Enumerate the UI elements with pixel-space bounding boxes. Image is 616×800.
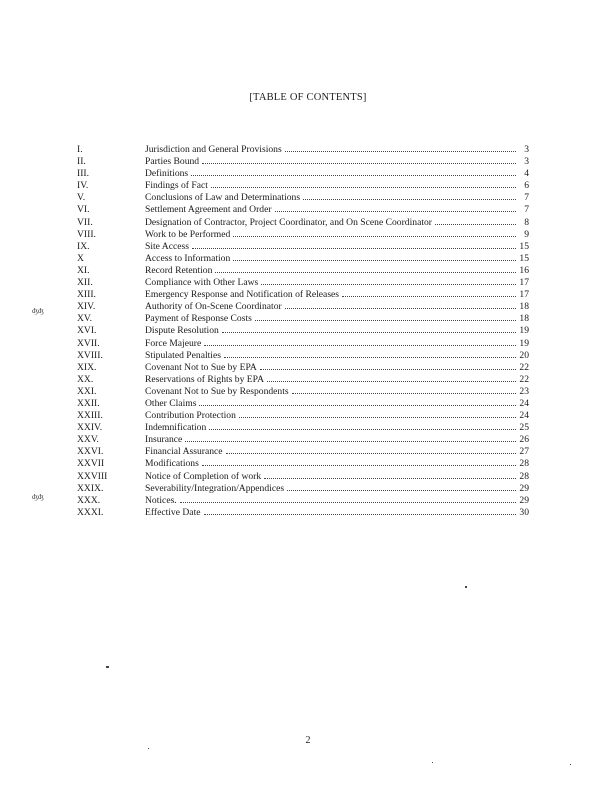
toc-entry-line bbox=[145, 217, 529, 229]
dot-leader bbox=[287, 483, 516, 491]
toc-entry-title: Covenant Not to Sue by EPA bbox=[145, 361, 257, 373]
toc-entry bbox=[0, 265, 616, 277]
toc-entry-page: 9 bbox=[524, 228, 529, 240]
toc-entry-title: Parties Bound bbox=[145, 156, 200, 168]
dot-leader bbox=[233, 253, 516, 261]
toc-entry bbox=[0, 471, 616, 483]
dot-leader bbox=[260, 362, 516, 370]
dot-leader bbox=[185, 434, 516, 442]
toc-entry-number: VII. bbox=[77, 216, 93, 228]
toc-entry-line bbox=[145, 350, 529, 362]
dot-leader bbox=[303, 192, 516, 200]
toc-entry-number: V. bbox=[77, 192, 86, 204]
toc-entry-number: XII. bbox=[77, 277, 93, 289]
toc-entry-title: Other Claims bbox=[145, 397, 197, 409]
toc-entry bbox=[0, 374, 616, 386]
toc-entry-title: Payment of Response Costs bbox=[145, 313, 252, 325]
toc-entry bbox=[0, 458, 616, 470]
toc-entry-line bbox=[145, 483, 529, 495]
dot-leader bbox=[202, 458, 516, 466]
toc-entry-line bbox=[145, 144, 529, 156]
toc-entry-line bbox=[145, 374, 529, 386]
toc-entry-title: Notices. bbox=[145, 494, 177, 506]
dot-leader bbox=[199, 398, 516, 406]
toc-entry-page: 29 bbox=[519, 494, 529, 506]
toc-entry-number: XVIII. bbox=[77, 349, 103, 361]
toc-entry bbox=[0, 434, 616, 446]
dot-leader bbox=[435, 217, 516, 225]
toc-entry-page: 16 bbox=[519, 264, 529, 276]
toc-entry-line bbox=[145, 507, 529, 519]
toc-entry-number: XXX. bbox=[77, 494, 101, 506]
toc-entry-page: 18 bbox=[519, 313, 529, 325]
dot-leader bbox=[224, 350, 516, 358]
toc-entry bbox=[0, 204, 616, 216]
toc-entry bbox=[0, 313, 616, 325]
toc-entry-title: Contribution Protection bbox=[145, 410, 236, 422]
toc-entry-title: Force Majeure bbox=[145, 337, 202, 349]
toc-entry-title: Notice of Completion of work bbox=[145, 470, 262, 482]
toc-entry-line bbox=[145, 301, 529, 313]
toc-entry-line bbox=[145, 398, 529, 410]
toc-entry-number: IV. bbox=[77, 180, 89, 192]
toc-entry-line bbox=[145, 289, 529, 301]
toc-entry-title: Work to be Performed bbox=[145, 228, 231, 240]
toc-entry-line bbox=[145, 325, 529, 337]
dot-leader bbox=[239, 410, 516, 418]
toc-entry-number: XX. bbox=[77, 373, 94, 385]
toc-entry bbox=[0, 338, 616, 350]
toc-entry-line bbox=[145, 204, 529, 216]
toc-entry-line bbox=[145, 362, 529, 374]
toc-entry-number: XIII. bbox=[77, 289, 96, 301]
toc-entry-page: 25 bbox=[519, 422, 529, 434]
toc-entry bbox=[0, 144, 616, 156]
toc-entry-page: 24 bbox=[519, 397, 529, 409]
dot-leader bbox=[233, 229, 516, 237]
scan-speck bbox=[106, 666, 109, 668]
toc-entry-title: Indemnification bbox=[145, 422, 207, 434]
toc-entry-line bbox=[145, 156, 529, 168]
toc-entry-page: 29 bbox=[519, 482, 529, 494]
dot-leader bbox=[255, 313, 516, 321]
toc-entry-page: 24 bbox=[519, 410, 529, 422]
toc-entry bbox=[0, 483, 616, 495]
toc-entry-page: 15 bbox=[519, 252, 529, 264]
toc-entry bbox=[0, 192, 616, 204]
toc-entry-number: XXI. bbox=[77, 385, 97, 397]
toc-entry-line bbox=[145, 168, 529, 180]
toc-list bbox=[0, 144, 616, 519]
toc-entry-title: Covenant Not to Sue by Respondents bbox=[145, 385, 289, 397]
margin-mark: ʤʤ bbox=[32, 493, 44, 501]
toc-entry-number: VIII. bbox=[77, 228, 96, 240]
toc-entry-page: 4 bbox=[524, 168, 529, 180]
toc-entry-number: II. bbox=[77, 156, 86, 168]
toc-entry bbox=[0, 301, 616, 313]
scan-speck bbox=[148, 748, 149, 749]
dot-leader bbox=[204, 507, 517, 515]
toc-entry-page: 28 bbox=[519, 458, 529, 470]
toc-entry-page: 15 bbox=[519, 240, 529, 252]
toc-entry-number: XXIII. bbox=[77, 410, 103, 422]
toc-entry-number: XXVI. bbox=[77, 446, 104, 458]
scan-speck bbox=[465, 586, 467, 588]
toc-entry bbox=[0, 362, 616, 374]
toc-entry bbox=[0, 495, 616, 507]
toc-entry-title: Conclusions of Law and Determinations bbox=[145, 192, 301, 204]
dot-leader bbox=[192, 241, 516, 249]
toc-entry-number: XXIX. bbox=[77, 482, 104, 494]
margin-mark: ʤʤ bbox=[32, 307, 44, 315]
toc-entry-page: 26 bbox=[519, 434, 529, 446]
toc-entry-page: 3 bbox=[524, 156, 529, 168]
dot-leader bbox=[342, 289, 516, 297]
toc-entry-title: Record Retention bbox=[145, 264, 213, 276]
toc-entry bbox=[0, 229, 616, 241]
toc-entry-line bbox=[145, 458, 529, 470]
dot-leader bbox=[292, 386, 516, 394]
dot-leader bbox=[285, 301, 516, 309]
toc-entry-title: Modifications bbox=[145, 458, 199, 470]
toc-entry bbox=[0, 180, 616, 192]
toc-entry-title: Dispute Resolution bbox=[145, 325, 219, 337]
toc-entry-line bbox=[145, 241, 529, 253]
toc-entry-line bbox=[145, 180, 529, 192]
dot-leader bbox=[202, 156, 516, 164]
toc-entry-page: 7 bbox=[524, 204, 529, 216]
dot-leader bbox=[191, 168, 516, 176]
toc-entry-title: Stipulated Penalties bbox=[145, 349, 221, 361]
toc-entry-line bbox=[145, 422, 529, 434]
toc-entry-title: Jurisdiction and General Provisions bbox=[145, 144, 282, 155]
toc-entry-page: 22 bbox=[519, 361, 529, 373]
toc-entry-line bbox=[145, 253, 529, 265]
toc-entry-line bbox=[145, 277, 529, 289]
dot-leader bbox=[267, 374, 516, 382]
toc-entry-line bbox=[145, 229, 529, 241]
dot-leader bbox=[226, 446, 516, 454]
toc-entry-page: 6 bbox=[524, 180, 529, 192]
toc-entry-line bbox=[145, 265, 529, 277]
toc-entry-title: Effective Date bbox=[145, 506, 201, 518]
toc-entry-line bbox=[145, 446, 529, 458]
dot-leader bbox=[180, 495, 516, 503]
toc-entry-title: Definitions bbox=[145, 168, 189, 180]
toc-entry-page: 18 bbox=[519, 301, 529, 313]
toc-entry-number: XXVIII bbox=[77, 470, 108, 482]
page-number: 2 bbox=[305, 735, 311, 746]
toc-entry-line bbox=[145, 192, 529, 204]
toc-entry-title: Compliance with Other Laws bbox=[145, 277, 259, 289]
toc-entry-page: 7 bbox=[524, 192, 529, 204]
toc-entry bbox=[0, 253, 616, 265]
toc-entry-number: XV. bbox=[77, 313, 93, 325]
toc-entry bbox=[0, 422, 616, 434]
toc-entry-line bbox=[145, 410, 529, 422]
toc-entry-page: 22 bbox=[519, 373, 529, 385]
toc-entry bbox=[0, 168, 616, 180]
dot-leader bbox=[264, 471, 516, 479]
toc-entry-line bbox=[145, 434, 529, 446]
toc-entry-title: Reservations of Rights by EPA bbox=[145, 373, 265, 385]
toc-entry bbox=[0, 289, 616, 301]
scan-speck bbox=[432, 762, 433, 763]
dot-leader bbox=[209, 422, 516, 430]
toc-entry-number: XVI. bbox=[77, 325, 97, 337]
toc-entry-number: X bbox=[77, 252, 84, 264]
toc-entry-page: 19 bbox=[519, 325, 529, 337]
dot-leader bbox=[261, 277, 516, 285]
toc-entry-number: III. bbox=[77, 168, 89, 180]
toc-entry-page: 23 bbox=[519, 385, 529, 397]
toc-entry-page: 27 bbox=[519, 446, 529, 458]
toc-entry-line bbox=[145, 313, 529, 325]
toc-entry-line bbox=[145, 495, 529, 507]
dot-leader bbox=[211, 180, 516, 188]
toc-entry-title: Severability/Integration/Appendices bbox=[145, 482, 285, 494]
toc-entry-line bbox=[145, 386, 529, 398]
toc-entry-number: XXVII bbox=[77, 458, 105, 470]
toc-entry bbox=[0, 325, 616, 337]
toc-entry-number: VI. bbox=[77, 204, 90, 216]
toc-entry-title: Insurance bbox=[145, 434, 183, 446]
dot-leader bbox=[204, 338, 516, 346]
toc-entry-page: 3 bbox=[524, 144, 529, 155]
dot-leader bbox=[222, 325, 516, 333]
toc-entry bbox=[0, 386, 616, 398]
toc-entry-page: 28 bbox=[519, 470, 529, 482]
toc-entry-title: Settlement Agreement and Order bbox=[145, 204, 272, 216]
toc-entry-number: XXII. bbox=[77, 397, 100, 409]
toc-entry-number: XI. bbox=[77, 264, 90, 276]
toc-heading: [TABLE OF CONTENTS] bbox=[249, 92, 367, 103]
toc-entry-title: Financial Assurance bbox=[145, 446, 223, 458]
toc-entry-title: Authority of On-Scene Coordinator bbox=[145, 301, 282, 313]
toc-entry-page: 17 bbox=[519, 289, 529, 301]
dot-leader bbox=[275, 204, 516, 212]
toc-entry-number: XXV. bbox=[77, 434, 99, 446]
toc-entry bbox=[0, 410, 616, 422]
toc-entry bbox=[0, 507, 616, 519]
toc-entry bbox=[0, 241, 616, 253]
toc-entry bbox=[0, 446, 616, 458]
scan-speck bbox=[570, 764, 571, 765]
toc-entry-number: I. bbox=[77, 144, 83, 155]
toc-entry-number: IX. bbox=[77, 240, 90, 252]
toc-entry-line bbox=[145, 471, 529, 483]
toc-entry-page: 30 bbox=[519, 506, 529, 518]
dot-leader bbox=[215, 265, 516, 273]
toc-entry-number: XIV. bbox=[77, 301, 96, 313]
toc-entry bbox=[0, 217, 616, 229]
toc-entry-page: 8 bbox=[524, 216, 529, 228]
toc-entry-title: Site Access bbox=[145, 240, 189, 252]
toc-entry-number: XXIV. bbox=[77, 422, 103, 434]
toc-entry-page: 17 bbox=[519, 277, 529, 289]
toc-entry bbox=[0, 350, 616, 362]
toc-entry bbox=[0, 277, 616, 289]
toc-entry-page: 19 bbox=[519, 337, 529, 349]
toc-entry-number: XIX. bbox=[77, 361, 97, 373]
toc-entry bbox=[0, 398, 616, 410]
toc-entry-title: Access to Information bbox=[145, 252, 231, 264]
toc-entry-page: 20 bbox=[519, 349, 529, 361]
toc-entry-title: Designation of Contractor, Project Coordinator, and On Scene Coordinator bbox=[145, 216, 432, 228]
toc-entry-title: Findings of Fact bbox=[145, 180, 208, 192]
toc-entry-number: XVII. bbox=[77, 337, 100, 349]
toc-entry-line bbox=[145, 338, 529, 350]
toc-entry-number: XXXI. bbox=[77, 506, 104, 518]
toc-entry bbox=[0, 156, 616, 168]
toc-entry-title: Emergency Response and Notification of Releases bbox=[145, 289, 340, 301]
dot-leader bbox=[285, 144, 516, 152]
